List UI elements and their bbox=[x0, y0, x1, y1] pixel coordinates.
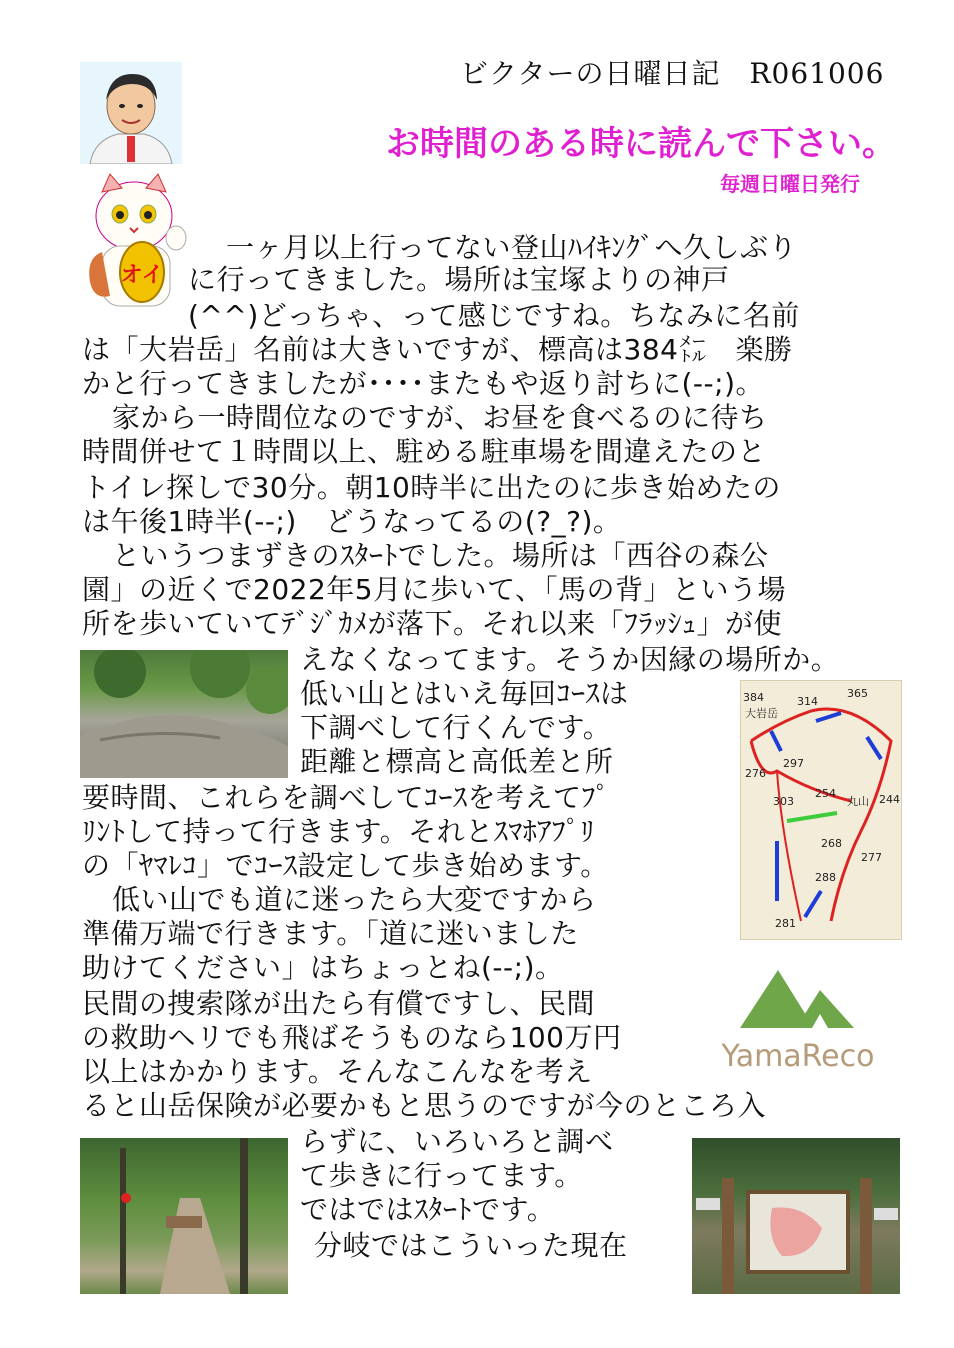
body-line: は午後1時半(--;) どうなってるの(?_?)。 bbox=[82, 505, 622, 538]
body-line: 距離と標高と高低差と所 bbox=[300, 745, 614, 778]
body-line: ﾘﾝﾄして持って行きます。それとｽﾏﾎｱﾌﾟﾘ bbox=[82, 815, 595, 848]
map-label: 303 bbox=[773, 795, 794, 808]
body-line: 分岐ではこういった現在 bbox=[314, 1229, 628, 1262]
forest-path-photo bbox=[80, 1138, 288, 1294]
koban-text: オイ bbox=[120, 263, 164, 288]
map-label: 277 bbox=[861, 851, 882, 864]
map-label: 244 bbox=[879, 793, 900, 806]
author-portrait bbox=[80, 62, 182, 164]
yamareco-logo-text: YamaReco bbox=[721, 1039, 875, 1074]
body-line: 低い山とはいえ毎回ｺｰｽは bbox=[300, 677, 629, 710]
map-label: 276 bbox=[745, 767, 766, 780]
body-line: (^^)どっちゃ、って感じですね。ちなみに名前 bbox=[188, 299, 800, 332]
map-label: 大岩岳 bbox=[745, 707, 778, 720]
map-label: 365 bbox=[847, 687, 868, 700]
map-label: 281 bbox=[775, 917, 796, 930]
body-line: 以上はかかります。そんなこんなを考え bbox=[82, 1055, 593, 1088]
body-line: 要時間、これらを調べしてｺｰｽを考えてﾌﾟ bbox=[82, 781, 611, 814]
body-line: というつまずきのｽﾀｰﾄでした。場所は「西谷の森公 bbox=[112, 539, 769, 572]
yamareco-logo bbox=[716, 966, 880, 1078]
body-line: 所を歩いていてﾃﾞｼﾞｶﾒが落下。それ以来「ﾌﾗｯｼｭ」が使 bbox=[82, 607, 783, 640]
body-line: 民間の捜索隊が出たら有償ですし、民間 bbox=[82, 987, 596, 1020]
map-label: 297 bbox=[783, 757, 804, 770]
body-line: 家から一時間位なのですが、お昼を食べるのに待ち bbox=[112, 401, 768, 434]
body-line: 助けてください」はちょっとね(--;)。 bbox=[82, 951, 564, 984]
weekly-note: 毎週日曜日発行 bbox=[720, 172, 860, 196]
body-line: 準備万端で行きます。「道に迷いました bbox=[82, 917, 579, 950]
body-line: トイレ探しで30分。朝10時半に出たのに歩き始めたの bbox=[82, 471, 781, 504]
body-line: の救助ヘリでも飛ばそうものなら100万円 bbox=[82, 1021, 622, 1054]
maneki-neko-illustration bbox=[80, 172, 188, 312]
route-map bbox=[740, 680, 902, 940]
map-label: 254 bbox=[815, 787, 836, 800]
map-label: 384 bbox=[743, 691, 764, 704]
body-line: に行ってきました。場所は宝塚よりの神戸 bbox=[188, 263, 730, 296]
body-line: て歩きに行ってます。 bbox=[300, 1159, 583, 1192]
map-label: 丸山 bbox=[847, 795, 869, 808]
map-label: 314 bbox=[797, 695, 818, 708]
body-line: えなくなってます。そうか因縁の場所か。 bbox=[300, 643, 840, 676]
map-label: 268 bbox=[821, 837, 842, 850]
body-line: 低い山でも道に迷ったら大変ですから bbox=[112, 883, 597, 916]
body-line: は「大岩岳」名前は大きいですが、標高は384㍍ 楽勝 bbox=[82, 333, 793, 366]
body-line: 園」の近くで2022年5月に歩いて、「馬の背」という場 bbox=[82, 573, 787, 606]
body-line: 一ヶ月以上行ってない登山ﾊｲｷﾝｸﾞへ久しぶり bbox=[226, 231, 798, 264]
body-line: らずに、いろいろと調べ bbox=[300, 1125, 614, 1158]
body-line: の「ﾔﾏﾚｺ」でｺｰｽ設定して歩き始めます。 bbox=[82, 849, 609, 882]
body-line: ではではｽﾀｰﾄです。 bbox=[300, 1193, 556, 1226]
trail-signboard-photo bbox=[692, 1138, 900, 1294]
body-line: 時間併せて１時間以上、駐める駐車場を間違えたのと bbox=[82, 435, 767, 468]
map-label: 288 bbox=[815, 871, 836, 884]
subtitle: お時間のある時に読んで下さい。 bbox=[386, 124, 896, 164]
body-line: ると山岳保険が必要かもと思うのですが今のところ入 bbox=[82, 1089, 767, 1122]
body-line: かと行ってきましたが････またもや返り討ちに(--;)。 bbox=[82, 367, 764, 400]
rock-photo bbox=[80, 650, 288, 778]
newsletter-title: ビクターの日曜日記 R061006 bbox=[460, 57, 885, 90]
body-line: 下調べして行くんです。 bbox=[300, 711, 612, 744]
